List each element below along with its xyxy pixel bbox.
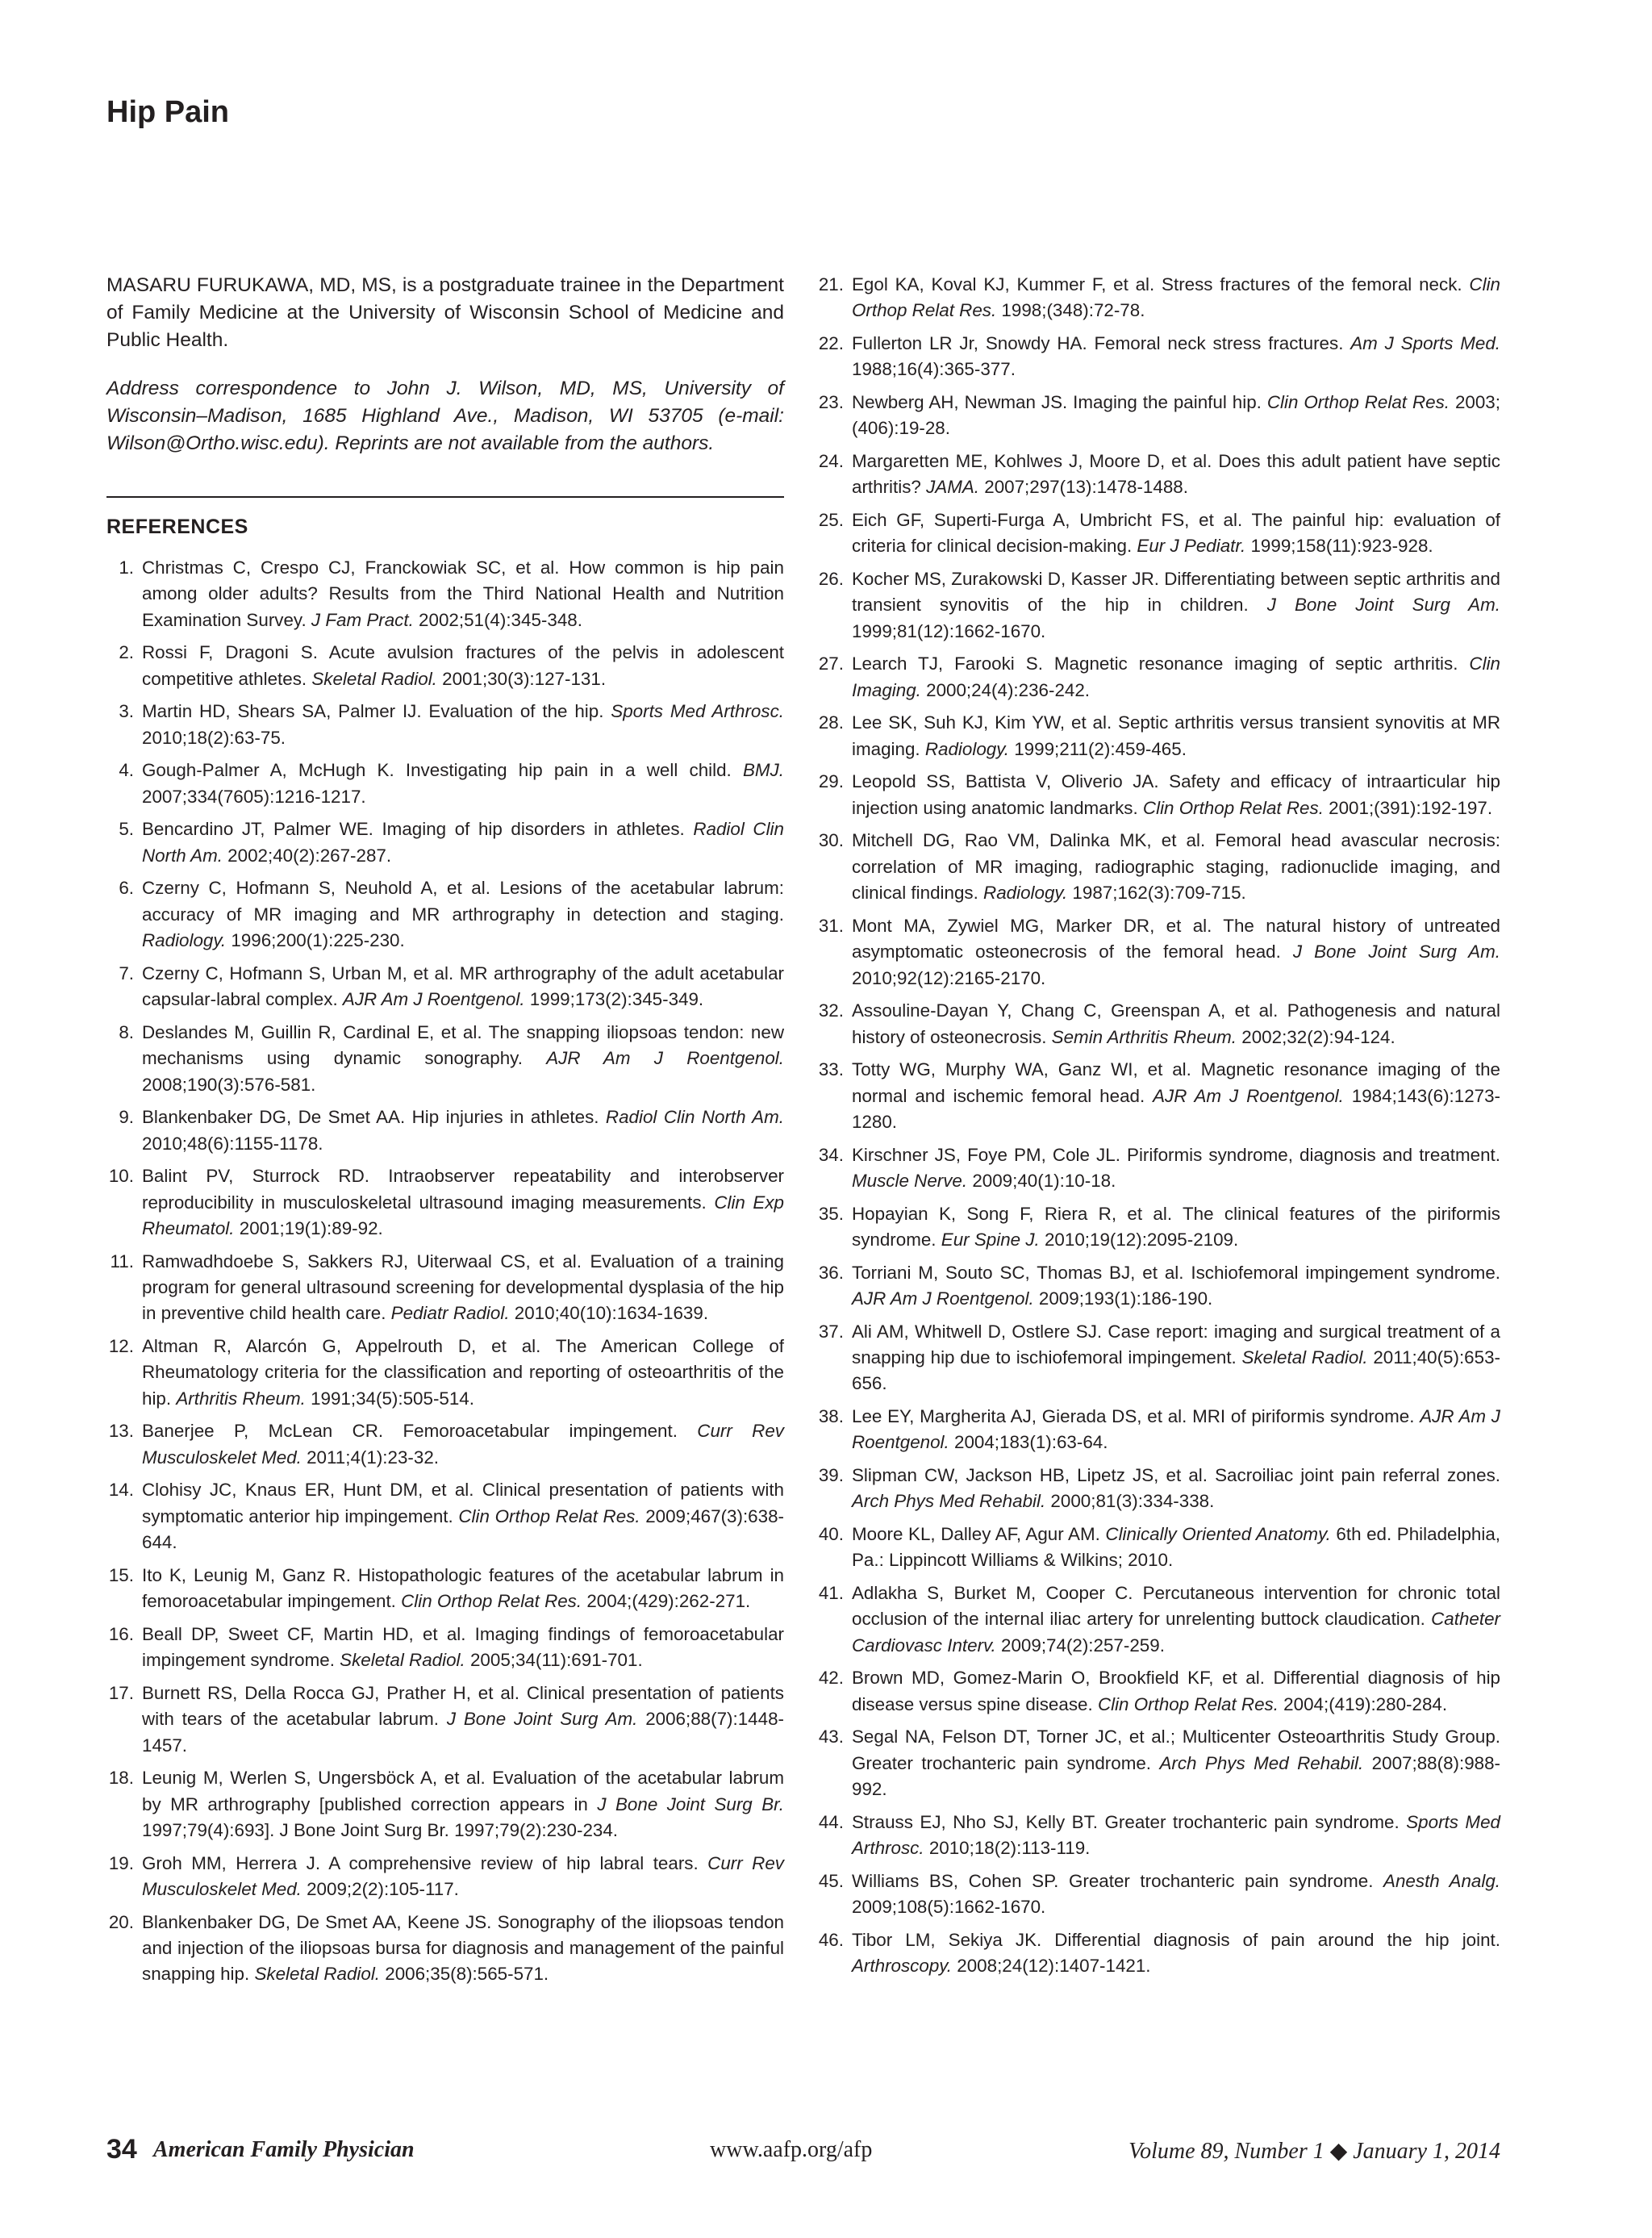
reference-item: [106, 1563, 784, 1615]
reference-citation: Blankenbaker DG, De Smet AA. Hip injuries in athletes.: [142, 1107, 606, 1128]
reference-journal: BMJ.: [742, 760, 784, 781]
reference-citation: Rossi F, Dragoni S. Acute avulsion fractures of the pelvis in adolescent competitive athletes.: [142, 642, 784, 689]
reference-citation: Adlakha S, Burket M, Cooper C. Percutaneous intervention for chronic total occlusion of the internal iliac artery for unrelenting buttock claudication.: [852, 1583, 1500, 1630]
reference-item: [816, 1201, 1500, 1254]
reference-item: [106, 555, 784, 633]
reference-citation: Czerny C, Hofmann S, Urban M, et al. MR arthrography of the adult acetabular capsular-labral complex.: [142, 962, 784, 1010]
section-divider: [106, 496, 784, 498]
reference-journal: AJR Am J Roentgenol.: [852, 1288, 1034, 1309]
reference-item: [816, 1142, 1500, 1195]
reference-number: 45.: [818, 1870, 844, 1891]
reference-details: 2011;40(5):653-656.: [852, 1347, 1500, 1394]
references-heading: REFERENCES: [106, 516, 248, 538]
reference-citation: Deslandes M, Guillin R, Cardinal E, et al. The snapping iliopsoas tendon: new mechanisms using dynamic sonography.: [142, 1021, 784, 1069]
reference-number: 12.: [108, 1336, 134, 1357]
reference-citation: Groh MM, Herrera J. A comprehensive review of hip labral tears.: [142, 1852, 708, 1873]
reference-details: 2009;40(1):10-18.: [967, 1171, 1116, 1192]
reference-item: [106, 640, 784, 692]
reference-details: 1999;173(2):345-349.: [524, 989, 704, 1010]
reference-citation: Hopayian K, Song F, Riera R, et al. The clinical features of the piriformis syndrome.: [852, 1203, 1500, 1251]
reference-citation: Kirschner JS, Foye PM, Cole JL. Piriformis syndrome, diagnosis and treatment.: [852, 1144, 1500, 1165]
reference-citation: Christmas C, Crespo CJ, Franckowiak SC, et al. How common is hip pain among older adults? Results from the Third National Health and Nutrition Examination Survey.: [142, 557, 784, 630]
reference-journal: Radiol Clin North Am.: [142, 819, 784, 866]
page-footer: [106, 2134, 1500, 2166]
reference-number: 19.: [108, 1852, 134, 1873]
author-bio: MASARU FURUKAWA, MD, MS, is a postgraduate trainee in the Department of Family Medicine at the University of Wisconsin School of Medicine and Public Health.: [106, 274, 784, 351]
reference-journal: Clin Orthop Relat Res.: [852, 274, 1500, 321]
reference-details: 2004;(429):262-271.: [582, 1591, 751, 1612]
page-number: 34: [106, 2134, 137, 2165]
reference-number: 31.: [818, 915, 844, 936]
reference-item: [106, 1334, 784, 1412]
reference-journal: Clin Imaging.: [852, 653, 1500, 700]
reference-number: 36.: [818, 1262, 844, 1283]
reference-journal: Sports Med Arthrosc.: [611, 701, 784, 722]
reference-journal: Skeletal Radiol.: [340, 1650, 465, 1671]
reference-number: 40.: [818, 1524, 844, 1545]
reference-citation: Ali AM, Whitwell D, Ostlere SJ. Case report: imaging and surgical treatment of a snapping hip due to ischiofemoral impingement.: [852, 1321, 1500, 1368]
left-column: [106, 272, 784, 1994]
reference-number: 1.: [119, 557, 134, 578]
reference-details: 2007;334(7605):1216-1217.: [142, 786, 366, 807]
reference-details: 2009;193(1):186-190.: [1033, 1288, 1213, 1309]
reference-details: 2010;19(12):2095-2109.: [1039, 1230, 1239, 1251]
reference-citation: Gough-Palmer A, McHugh K. Investigating hip pain in a well child.: [142, 760, 743, 781]
reference-citation: Mitchell DG, Rao VM, Dalinka MK, et al. Femoral head avascular necrosis: correlation of MR imaging, radiographic staging, radionuclide imaging, and clinical findings.: [852, 830, 1500, 904]
reference-item: [106, 1249, 784, 1327]
reference-journal: J Bone Joint Surg Am.: [1266, 595, 1500, 616]
reference-citation: Slipman CW, Jackson HB, Lipetz JS, et al. Sacroiliac joint pain referral zones.: [852, 1465, 1500, 1486]
reference-journal: Skeletal Radiol.: [1241, 1347, 1368, 1368]
reference-item: [106, 1910, 784, 1988]
reference-journal: Muscle Nerve.: [852, 1171, 968, 1192]
reference-item: [816, 1404, 1500, 1456]
reference-details: 1999;211(2):459-465.: [1009, 738, 1187, 759]
reference-number: 10.: [108, 1166, 134, 1187]
reference-citation: Clohisy JC, Knaus ER, Hunt DM, et al. Clinical presentation of patients with symptomatic anterior hip impingement.: [142, 1480, 784, 1526]
reference-citation: Martin HD, Shears SA, Palmer IJ. Evaluation of the hip.: [142, 701, 611, 722]
reference-journal: J Bone Joint Surg Br.: [597, 1793, 784, 1814]
reference-number: 13.: [108, 1421, 134, 1442]
reference-journal: Eur Spine J.: [941, 1230, 1040, 1251]
reference-number: 9.: [119, 1107, 134, 1128]
reference-journal: Skeletal Radiol.: [254, 1964, 381, 1985]
reference-number: 29.: [818, 771, 844, 792]
reference-details: 2009;108(5):1662-1670.: [852, 1897, 1046, 1918]
reference-journal: AJR Am J Roentgenol.: [852, 1406, 1500, 1453]
reference-item: [816, 710, 1500, 762]
reference-details: 2007;297(13):1478-1488.: [979, 477, 1188, 498]
right-column: [816, 272, 1500, 1986]
reference-number: 18.: [108, 1768, 134, 1789]
reference-item: [816, 507, 1500, 560]
reference-item: [816, 1868, 1500, 1921]
reference-journal: Pediatr Radiol.: [390, 1303, 510, 1324]
reference-number: 30.: [818, 830, 844, 851]
reference-journal: Clin Exp Rheumatol.: [142, 1192, 784, 1239]
reference-journal: AJR Am J Roentgenol.: [342, 989, 525, 1010]
reference-citation: Williams BS, Cohen SP. Greater trochanteric pain syndrome.: [852, 1870, 1384, 1891]
reference-item: [816, 1057, 1500, 1135]
reference-journal: Sports Med Arthrosc.: [852, 1811, 1500, 1859]
reference-journal: Semin Arthritis Rheum.: [1051, 1026, 1237, 1047]
reference-number: 14.: [108, 1480, 134, 1501]
reference-journal: Arch Phys Med Rehabil.: [852, 1491, 1046, 1512]
reference-number: 22.: [818, 333, 844, 353]
reference-citation: Brown MD, Gomez-Marin O, Brookfield KF, et al. Differential diagnosis of hip disease versus spine disease.: [852, 1668, 1500, 1714]
reference-citation: Blankenbaker DG, De Smet AA, Keene JS. Sonography of the iliopsoas tendon and injection of the iliopsoas bursa for diagnosis and management of the painful snapping hip.: [142, 1911, 784, 1985]
reference-number: 37.: [818, 1321, 844, 1342]
reference-number: 20.: [108, 1911, 134, 1932]
reference-details: 2001;(391):192-197.: [1323, 797, 1493, 818]
reference-number: 7.: [119, 962, 134, 983]
reference-item: [816, 1724, 1500, 1802]
reference-details: 2009;2(2):105-117.: [301, 1879, 459, 1900]
reference-number: 26.: [818, 569, 844, 589]
correspondence-address: Address correspondence to John J. Wilson, MD, MS, University of Wisconsin–Madison, 1685 Highland Ave., Madison, WI 53705 (e-mail: Wilson@Ortho.wisc.edu). Reprints are not available from the authors.: [106, 378, 784, 454]
reference-details: 2006;35(8):565-571.: [380, 1964, 549, 1985]
reference-item: [816, 769, 1500, 821]
reference-item: [816, 331, 1500, 383]
reference-number: 44.: [818, 1811, 844, 1832]
reference-citation: Altman R, Alarcón G, Appelrouth D, et al. The American College of Rheumatology criteria for the classification and reporting of osteoarthritis of the hip.: [142, 1336, 784, 1409]
reference-item: [106, 1020, 784, 1098]
reference-citation: Totty WG, Murphy WA, Ganz WI, et al. Magnetic resonance imaging of the normal and ischemic femoral head.: [852, 1059, 1500, 1106]
reference-journal: Arthritis Rheum.: [176, 1388, 306, 1409]
reference-citation: Kocher MS, Zurakowski D, Kasser JR. Differentiating between septic arthritis and transient synovitis of the hip in children.: [852, 569, 1500, 616]
reference-details: 2010;92(12):2165-2170.: [852, 967, 1046, 988]
reference-number: 41.: [818, 1583, 844, 1604]
reference-details: 2000;24(4):236-242.: [920, 679, 1091, 700]
reference-list-left: [106, 555, 784, 1988]
reference-details: 2006;88(7):1448-1457.: [142, 1709, 784, 1756]
reference-item: [816, 1522, 1500, 1574]
reference-citation: Strauss EJ, Nho SJ, Kelly BT. Greater trochanteric pain syndrome.: [852, 1811, 1407, 1832]
reference-details: 2009;467(3):638-644.: [142, 1505, 784, 1553]
reference-item: [816, 449, 1500, 501]
reference-number: 21.: [818, 274, 844, 294]
reference-journal: Curr Rev Musculoskelet Med.: [142, 1421, 784, 1468]
reference-citation: Egol KA, Koval KJ, Kummer F, et al. Stress fractures of the femoral neck.: [852, 274, 1470, 294]
reference-item: [816, 272, 1500, 324]
reference-journal: Clin Orthop Relat Res.: [401, 1591, 582, 1612]
reference-item: [816, 390, 1500, 442]
reference-number: 23.: [818, 392, 844, 412]
reference-details: 6th ed. Philadelphia, Pa.: Lippincott Williams & Wilkins; 2010.: [852, 1524, 1500, 1571]
reference-journal: Eur J Pediatr.: [1137, 536, 1246, 557]
reference-journal: Arch Phys Med Rehabil.: [1159, 1752, 1364, 1773]
reference-citation: Eich GF, Superti-Furga A, Umbricht FS, et al. The painful hip: evaluation of criteria for clinical decision-making.: [852, 510, 1500, 557]
reference-number: 3.: [119, 701, 134, 722]
reference-details: 2011;4(1):23-32.: [301, 1447, 439, 1468]
reference-number: 46.: [818, 1929, 844, 1950]
reference-citation: Czerny C, Hofmann S, Neuhold A, et al. Lesions of the acetabular labrum: accuracy of MR imaging and MR arthrography in detection and staging.: [142, 878, 784, 925]
reference-citation: Leopold SS, Battista V, Oliverio JA. Safety and efficacy of intraarticular hip injection using anatomic landmarks.: [852, 771, 1500, 818]
reference-details: 2010;40(10):1634-1639.: [509, 1303, 709, 1324]
reference-details: 2008;24(12):1407-1421.: [952, 1956, 1151, 1977]
reference-number: 27.: [818, 653, 844, 674]
reference-number: 11.: [110, 1251, 134, 1271]
reference-citation: Bencardino JT, Palmer WE. Imaging of hip disorders in athletes.: [142, 819, 694, 840]
reference-item: [816, 828, 1500, 906]
reference-number: 15.: [108, 1564, 134, 1585]
reference-details: 2003;(406):19-28.: [852, 392, 1500, 439]
reference-item: [106, 1765, 784, 1843]
reference-citation: Lee EY, Margherita AJ, Gierada DS, et al. MRI of piriformis syndrome.: [852, 1406, 1420, 1427]
journal-name: American Family Physician: [153, 2137, 415, 2162]
reference-number: 32.: [818, 1000, 844, 1021]
reference-details: 1997;79(4):693]. J Bone Joint Surg Br. 1997;79(2):230-234.: [142, 1820, 619, 1841]
reference-journal: Radiology.: [142, 930, 227, 951]
reference-item: [816, 913, 1500, 992]
reference-details: 1998;(348):72-78.: [996, 300, 1145, 321]
page-title: Hip Pain: [106, 95, 230, 129]
reference-details: 2010;18(2):113-119.: [924, 1838, 1091, 1859]
reference-citation: Banerjee P, McLean CR. Femoroacetabular impingement.: [142, 1421, 698, 1442]
reference-item: [816, 998, 1500, 1050]
reference-journal: Radiology.: [924, 738, 1009, 759]
reference-citation: Moore KL, Dalley AF, Agur AM.: [852, 1524, 1106, 1545]
reference-citation: Ito K, Leunig M, Ganz R. Histopathologic features of the acetabular labrum in femoroacetabular impingement.: [142, 1564, 784, 1612]
reference-number: 43.: [818, 1727, 844, 1747]
reference-journal: Catheter Cardiovasc Interv.: [852, 1609, 1500, 1656]
reference-citation: Lee SK, Suh KJ, Kim YW, et al. Septic arthritis versus transient synovitis at MR imaging.: [852, 712, 1500, 759]
reference-details: 1996;200(1):225-230.: [226, 930, 405, 951]
reference-item: [106, 875, 784, 954]
reference-item: [816, 1319, 1500, 1397]
reference-item: [816, 1810, 1500, 1862]
reference-details: 2004;183(1):63-64.: [949, 1432, 1108, 1453]
reference-citation: Balint PV, Sturrock RD. Intraobserver repeatability and interobserver reproducibility in musculoskeletal ultrasound imaging measurements.: [142, 1166, 784, 1213]
reference-details: 1988;16(4):365-377.: [852, 359, 1016, 380]
reference-journal: Radiol Clin North Am.: [605, 1107, 784, 1128]
reference-item: [816, 651, 1500, 704]
reference-details: 2001;30(3):127-131.: [436, 668, 607, 689]
reference-details: 1991;34(5):505-514.: [305, 1388, 474, 1409]
reference-journal: AJR Am J Roentgenol.: [546, 1048, 784, 1069]
reference-citation: Leunig M, Werlen S, Ungersböck A, et al. Evaluation of the acetabular labrum by MR arthrography [published correction appears in: [142, 1768, 784, 1814]
reference-journal: JAMA.: [926, 477, 980, 498]
reference-number: 24.: [818, 451, 844, 471]
reference-journal: J Bone Joint Surg Am.: [446, 1709, 638, 1730]
reference-citation: Burnett RS, Della Rocca GJ, Prather H, et al. Clinical presentation of patients with tears of the acetabular labrum.: [142, 1682, 784, 1730]
reference-item: [816, 1665, 1500, 1718]
reference-journal: J Fam Pract.: [311, 609, 414, 630]
reference-details: 1984;143(6):1273-1280.: [852, 1085, 1501, 1133]
reference-details: 2001;19(1):89-92.: [234, 1218, 383, 1239]
reference-number: 34.: [818, 1144, 844, 1165]
reference-citation: Margaretten ME, Kohlwes J, Moore D, et al. Does this adult patient have septic arthritis?: [852, 451, 1500, 498]
reference-citation: Segal NA, Felson DT, Torner JC, et al.; Multicenter Osteoarthritis Study Group. Greater trochanteric pain syndrome.: [852, 1727, 1500, 1773]
reference-journal: Am J Sports Med.: [1350, 333, 1500, 353]
reference-journal: Clin Orthop Relat Res.: [458, 1505, 640, 1526]
reference-journal: Arthroscopy.: [852, 1956, 953, 1977]
reference-details: 2004;(419):280-284.: [1278, 1693, 1448, 1714]
reference-citation: Newberg AH, Newman JS. Imaging the painful hip.: [852, 392, 1267, 412]
reference-number: 39.: [818, 1465, 844, 1486]
reference-item: [816, 1463, 1500, 1515]
reference-number: 33.: [818, 1059, 844, 1080]
reference-number: 4.: [119, 760, 134, 781]
reference-number: 2.: [119, 642, 134, 663]
reference-number: 16.: [108, 1623, 134, 1644]
reference-details: 2008;190(3):576-581.: [142, 1074, 316, 1095]
reference-journal: Radiology.: [983, 883, 1068, 904]
reference-journal: Clin Orthop Relat Res.: [1097, 1693, 1279, 1714]
reference-item: [816, 566, 1500, 645]
reference-list-right: [816, 272, 1500, 1980]
reference-citation: Mont MA, Zywiel MG, Marker DR, et al. The natural history of untreated asymptomatic osteonecrosis of the femoral head.: [852, 915, 1500, 962]
reference-item: [816, 1260, 1500, 1313]
reference-number: 25.: [818, 510, 844, 530]
reference-journal: Skeletal Radiol.: [311, 668, 437, 689]
reference-item: [106, 1477, 784, 1555]
reference-number: 6.: [119, 878, 134, 899]
reference-citation: Ramwadhdoebe S, Sakkers RJ, Uiterwaal CS, et al. Evaluation of a training program for general ultrasound screening for developmental dysplasia of the hip in preventive child health care.: [142, 1251, 784, 1324]
reference-item: [106, 1104, 784, 1157]
reference-citation: Fullerton LR Jr, Snowdy HA. Femoral neck stress fractures.: [852, 333, 1351, 353]
reference-item: [106, 1681, 784, 1759]
reference-details: 2007;88(8):988-992.: [852, 1752, 1501, 1800]
reference-details: 2002;51(4):345-348.: [413, 609, 582, 630]
reference-number: 17.: [108, 1682, 134, 1703]
reference-item: [106, 1622, 784, 1674]
reference-citation: Beall DP, Sweet CF, Martin HD, et al. Imaging findings of femoroacetabular impingement syndrome.: [142, 1623, 784, 1671]
reference-item: [106, 699, 784, 751]
reference-item: [816, 1927, 1500, 1980]
reference-journal: Curr Rev Musculoskelet Med.: [142, 1852, 785, 1900]
reference-citation: Learch TJ, Farooki S. Magnetic resonance imaging of septic arthritis.: [852, 653, 1470, 674]
reference-item: [106, 1851, 784, 1903]
reference-details: 1999;158(11):923-928.: [1245, 536, 1433, 557]
journal-url[interactable]: www.aafp.org/afp: [710, 2137, 873, 2162]
reference-journal: Clin Orthop Relat Res.: [1142, 797, 1324, 818]
reference-item: [816, 1580, 1500, 1659]
reference-number: 28.: [818, 712, 844, 733]
reference-item: [106, 961, 784, 1013]
reference-citation: Tibor LM, Sekiya JK. Differential diagnosis of pain around the hip joint.: [852, 1929, 1500, 1950]
issue-info: Volume 89, Number 1 ◆ January 1, 2014: [1128, 2139, 1500, 2164]
reference-details: 2010;48(6):1155-1178.: [142, 1133, 323, 1154]
reference-journal: Clin Orthop Relat Res.: [1266, 392, 1450, 412]
reference-number: 35.: [818, 1203, 844, 1224]
reference-item: [106, 816, 784, 869]
reference-citation: Torriani M, Souto SC, Thomas BJ, et al. Ischiofemoral impingement syndrome.: [852, 1262, 1500, 1283]
reference-details: 2000;81(3):334-338.: [1045, 1491, 1215, 1512]
reference-journal: J Bone Joint Surg Am.: [1292, 942, 1500, 962]
reference-details: 2009;74(2):257-259.: [995, 1635, 1165, 1656]
reference-item: [106, 1418, 784, 1471]
reference-item: [106, 758, 784, 810]
reference-journal: AJR Am J Roentgenol.: [1153, 1085, 1344, 1106]
reference-number: 42.: [818, 1668, 844, 1689]
reference-details: 1987;162(3):709-715.: [1067, 883, 1246, 904]
reference-details: 2002;32(2):94-124.: [1237, 1026, 1395, 1047]
reference-number: 38.: [818, 1406, 844, 1427]
reference-journal: Clinically Oriented Anatomy.: [1105, 1524, 1331, 1545]
reference-number: 5.: [119, 819, 134, 840]
reference-item: [106, 1163, 784, 1242]
reference-journal: Anesth Analg.: [1383, 1870, 1500, 1891]
reference-number: 8.: [119, 1021, 134, 1042]
reference-details: 2002;40(2):267-287.: [222, 845, 392, 866]
reference-details: 2010;18(2):63-75.: [142, 727, 286, 748]
reference-details: 2005;34(11):691-701.: [465, 1650, 643, 1671]
reference-details: 1999;81(12):1662-1670.: [852, 620, 1046, 641]
reference-citation: Assouline-Dayan Y, Chang C, Greenspan A, et al. Pathogenesis and natural history of osteonecrosis.: [852, 1000, 1500, 1047]
